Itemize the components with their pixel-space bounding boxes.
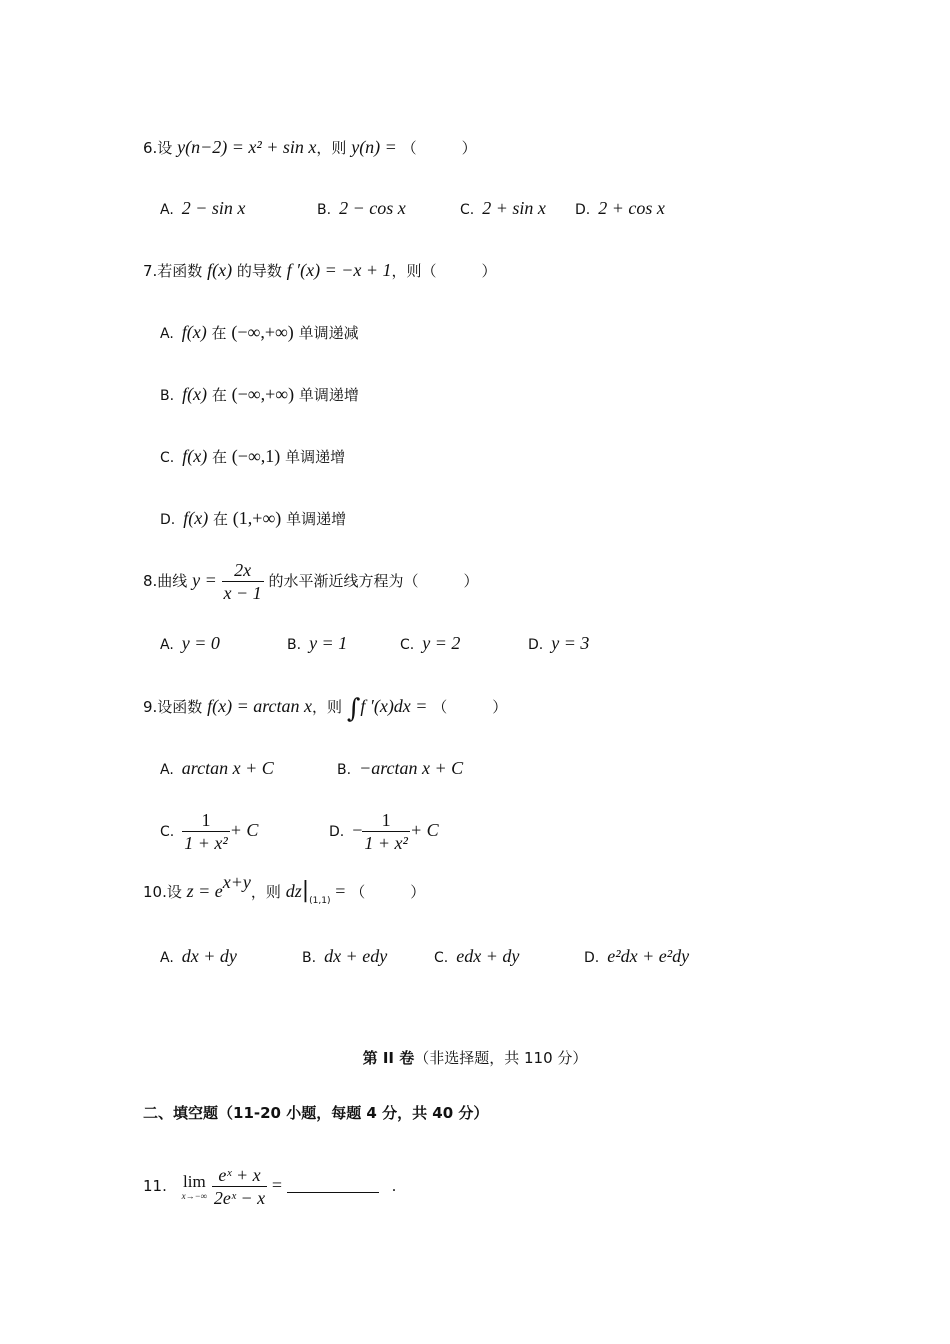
q7-option-d[interactable]: D. f(x) 在 (1,+∞) 单调递增 (160, 508, 347, 528)
q6-math: y(n−2) = x² + sin x (177, 137, 317, 157)
q9-option-c[interactable]: C. $\frac{1}{\text{1 + x²}}$ + C (160, 810, 259, 853)
q9-paren: （ ） (432, 698, 508, 716)
q10-exponent: x+y (222, 872, 251, 892)
q9-prefix: 9.设函数 (143, 698, 203, 716)
q10-option-d[interactable]: D. e²dx + e²dy (584, 946, 690, 966)
part2-title (0, 1048, 950, 1068)
q11-answer-blank[interactable] (287, 1178, 379, 1193)
q7-option-a[interactable]: A. f(x) 在 (−∞,+∞) 单调递减 (160, 322, 359, 342)
q9-option-d[interactable]: D. − $\frac{1}{\text{1 + x²}}$ + C (329, 810, 439, 853)
q7-option-c[interactable]: C. f(x) 在 (−∞,1) 单调递增 (160, 446, 346, 466)
q11-stem (143, 1162, 396, 1209)
q8-option-d[interactable]: D. y = 3 (528, 633, 590, 653)
q11-fraction: $\frac{\text{eˣ + x}}{\text{2eˣ − x}}$ (213, 1165, 266, 1208)
q9-option-b[interactable]: B. −arctan x + C (337, 758, 464, 778)
section2-heading: 二、填空题（11-20 小题，每题 4 分，共 40 分） (143, 1104, 489, 1122)
q8-option-a[interactable]: A. y = 0 (160, 633, 220, 653)
q7-math: f(x) (207, 260, 233, 280)
q11-period: . (391, 1177, 397, 1195)
q11-limit: lim x→−∞ (181, 1171, 208, 1201)
q10-option-a[interactable]: A. dx + dy (160, 946, 237, 966)
q8-option-c[interactable]: C. y = 2 (400, 633, 461, 653)
q9-mid: ，则 (312, 698, 343, 716)
q10-option-b[interactable]: B. dx + edy (302, 946, 388, 966)
q6-mid: ，则 (316, 139, 347, 157)
q8-prefix: 8.曲线 (143, 572, 188, 590)
q7-math2: f ′(x) = −x + 1 (286, 260, 392, 280)
part2-title-rest: （非选择题，共 110 分） (414, 1049, 588, 1067)
q6-option-d[interactable]: D. 2 + cos x (575, 198, 665, 218)
q11-equals: = (271, 1175, 283, 1195)
q10-math: z = e (186, 881, 223, 901)
q9-stem (143, 694, 508, 724)
q8-denominator: x − 1 (223, 583, 262, 603)
q7-end: ，则（ ） (391, 262, 497, 280)
q9-math: f(x) = arctan x (207, 696, 313, 716)
q7-prefix: 7.若函数 (143, 262, 203, 280)
q8-end: 的水平渐近线方程为（ ） (268, 572, 479, 590)
q10-dz: dz (285, 881, 302, 901)
q8-option-b[interactable]: B. y = 1 (287, 633, 348, 653)
q10-prefix: 10.设 (143, 883, 182, 901)
q9-integrand: f ′(x)dx = (360, 696, 428, 716)
q6-math2: y(n) = (351, 137, 397, 157)
q10-equals: = (335, 881, 346, 901)
q8-fraction (222, 559, 264, 604)
q10-paren: （ ） (350, 883, 426, 901)
q8-lhs: y = (192, 570, 217, 590)
q6-paren: （ ） (401, 139, 477, 157)
q6-option-a[interactable]: A. 2 − sin x (160, 198, 246, 218)
q9-d-fraction: $\frac{1}{\text{1 + x²}}$ (364, 810, 408, 853)
q6-option-c[interactable]: C. 2 + sin x (460, 198, 546, 218)
q9-c-fraction: $\frac{1}{\text{1 + x²}}$ (184, 810, 228, 853)
q6-option-b[interactable]: B. 2 − cos x (317, 198, 406, 218)
q6-prefix: 6.设 (143, 139, 173, 157)
q10-option-c[interactable]: C. edx + dy (434, 946, 520, 966)
integral-sign: ∫ (346, 694, 361, 724)
q10-stem: 10.设 $z = e^{x+y}$，则 $dz|_{(1,1)}$ = （ ） (143, 872, 426, 906)
q7-stem (143, 260, 497, 281)
q8-numerator: 2x (222, 559, 264, 582)
q10-subscript: (1,1) (309, 896, 331, 906)
q9-option-a[interactable]: A. arctan x + C (160, 758, 274, 778)
q10-mid: ，则 (250, 883, 281, 901)
q7-option-b[interactable]: B. f(x) 在 (−∞,+∞) 单调递增 (160, 384, 359, 404)
q7-mid: 的导数 (236, 262, 282, 280)
q6-stem (143, 137, 477, 158)
q11-label: 11. (143, 1177, 167, 1195)
q8-stem (143, 557, 478, 604)
part2-title-bold: 第 II 卷 (362, 1049, 415, 1067)
